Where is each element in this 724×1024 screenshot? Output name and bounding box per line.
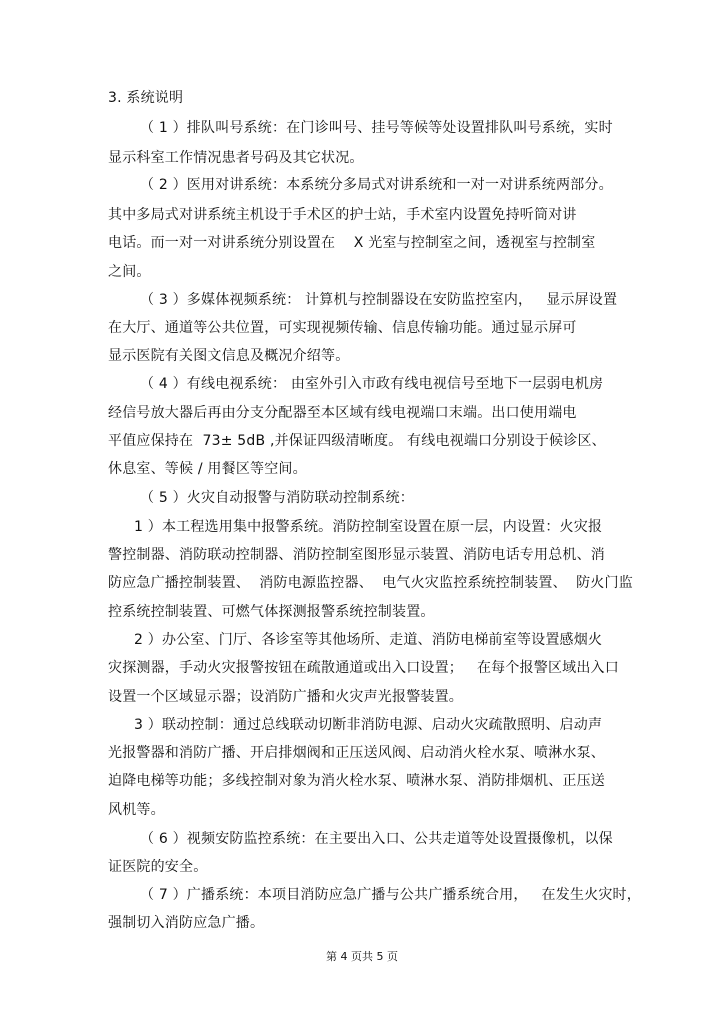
paragraph-line: 经信号放大器后再由分支分配器至本区域有线电视端口末端。出口使用端电 xyxy=(108,405,577,421)
paragraph-line: 2 ）办公室、门厅、各诊室等其他场所、走道、消防电梯前室等设置感烟火 xyxy=(134,632,603,648)
paragraph-line: 显示医院有关图文信息及概况介绍等。 xyxy=(108,348,350,364)
paragraph-line: 其中多局式对讲系统主机设于手术区的护士站，手术室内设置免持听筒对讲 xyxy=(108,207,577,223)
paragraph-line: （ 3 ）多媒体视频系统： 计算机与控制器设在安防监控室内， 显示屏设置 xyxy=(140,292,618,308)
paragraph-line: 防应急广播控制装置、 消防电源监控器、 电气火灾监控系统控制装置、 防火门监 xyxy=(108,575,633,591)
paragraph-line: 之间。 xyxy=(108,264,151,280)
paragraph-line: 电话。而一对一对讲系统分别设置在 X 光室与控制室之间，透视室与控制室 xyxy=(108,235,596,251)
paragraph-line: （ 5 ）火灾自动报警与消防联动控制系统： xyxy=(140,490,415,506)
paragraph-line: （ 4 ）有线电视系统： 由室外引入市政有线电视信号至地下一层弱电机房 xyxy=(140,376,604,392)
page-number-footer: 第 4 页共 5 页 xyxy=(326,950,398,963)
paragraph-line: 平值应保持在 73± 5dB ,并保证四级清晰度。 有线电视端口分别设于候诊区、 xyxy=(108,433,606,449)
paragraph-line: 在大厅、通道等公共位置，可实现视频传输、信息传输功能。通过显示屏可 xyxy=(108,320,577,336)
paragraph-line: （ 2 ）医用对讲系统：本系统分多局式对讲系统和一对一对讲系统两部分。 xyxy=(140,177,613,193)
paragraph-line: （ 6 ）视频安防监控系统：在主要出入口、公共走道等处设置摄像机，以保 xyxy=(140,831,613,847)
paragraph-line: 光报警器和消防广播、开启排烟阀和正压送风阀、启动消火栓水泵、喷淋水泵、 xyxy=(108,745,605,761)
paragraph-line: 警控制器、消防联动控制器、消防控制室图形显示装置、消防电话专用总机、消 xyxy=(108,547,605,563)
paragraph-line: 休息室、等候 / 用餐区等空间。 xyxy=(108,461,307,477)
paragraph-line: 显示科室工作情况患者号码及其它状况。 xyxy=(108,150,364,166)
paragraph-line: （ 1 ）排队叫号系统：在门诊叫号、挂号等候等处设置排队叫号系统，实时 xyxy=(140,120,613,136)
paragraph-line: 灾探测器，手动火灾报警按钮在疏散通道或出入口设置； 在每个报警区域出入口 xyxy=(108,660,619,676)
paragraph-line: 控系统控制装置、可燃气体探测报警系统控制装置。 xyxy=(108,604,435,620)
paragraph-line: 1 ）本工程选用集中报警系统。消防控制室设置在原一层，内设置：火灾报 xyxy=(134,519,603,535)
paragraph-line: 风机等。 xyxy=(108,802,165,818)
paragraph-line: 设置一个区域显示器；设消防广播和火灾声光报警装置。 xyxy=(108,689,463,705)
paragraph-line: 3 ）联动控制：通过总线联动切断非消防电源、启动火灾疏散照明、启动声 xyxy=(134,717,603,733)
paragraph-line: 证医院的安全。 xyxy=(108,859,208,875)
paragraph-line: （ 7 ）广播系统：本项目消防应急广播与公共广播系统合用， 在发生火灾时， xyxy=(140,887,641,903)
paragraph-line: 强制切入消防应急广播。 xyxy=(108,915,265,931)
paragraph-line: 迫降电梯等功能；多线控制对象为消火栓水泵、喷淋水泵、消防排烟机、正压送 xyxy=(108,773,605,789)
section-heading: 3. 系统说明 xyxy=(108,90,184,106)
